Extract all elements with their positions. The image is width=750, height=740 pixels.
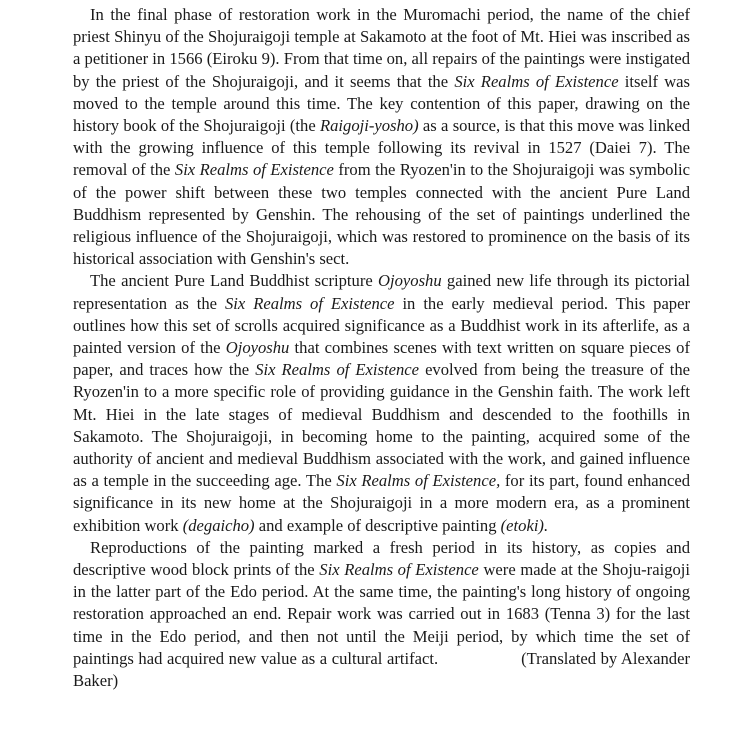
body-text: gained new life through its pictorial representation as the <box>73 271 690 313</box>
italic-title-text: Six Realms of Existence <box>255 360 419 380</box>
body-text: and example of descriptive painting <box>254 515 501 535</box>
document-page <box>73 4 690 692</box>
body-text: as a source, is that this move was linked with the growing influence of this temple following its revival in 1527 (Daiei 7). The removal of the <box>73 116 690 180</box>
body-text: itself was moved to the temple around this time. The key contention of this paper, drawing on the history book of the Shojuraigoji (the <box>73 71 690 136</box>
italic-title-text: Raigoji-yosho) <box>320 116 419 136</box>
italic-title-text: Six Realms of Existence <box>454 71 619 91</box>
italic-title-text: Six Realms of Existence <box>174 160 334 180</box>
body-text: The ancient Pure Land Buddhist scripture <box>90 271 379 291</box>
body-text: Reproductions of the painting marked a fresh period in its history, as copies and descriptive wood block prints of the <box>73 537 690 580</box>
italic-title-text: Six Realms of Existence, <box>336 471 501 491</box>
spacer <box>438 649 521 668</box>
italic-title-text: Six Realms of Existence <box>224 293 395 313</box>
italic-title-text: Six Realms of Existence <box>319 560 479 580</box>
body-text: for its part, found enhanced significance in its new home at the Shojuraigoji in a more modern era, as a prominent exhibition work <box>73 471 690 535</box>
body-text: that combines scenes with text written on square pieces of paper, and traces how the <box>73 338 690 380</box>
body-text: from the Ryozen'in to the Shojuraigoji was symbolic of the power shift between these two temples connected with the ancient Pure Land Buddhism represented by Genshin. The rehousing of the set of paintings underlined the religious influence of the Shojuraigoji, which was restored to prominence on the basis of its historical association with Genshin's sect. <box>73 160 690 269</box>
paragraph-ojoyoshu-significance <box>73 270 690 536</box>
italic-title-text: Ojoyoshu <box>378 271 442 291</box>
italic-title-text: Ojoyoshu <box>225 338 290 358</box>
italic-title-text: (etoki). <box>500 515 549 535</box>
paragraph-reproductions <box>73 537 690 692</box>
body-text: (Translated by Alexander Baker) <box>73 648 690 691</box>
paragraph-restoration-history <box>73 4 690 270</box>
body-text: were made at the Shoju-raigoji in the latter part of the Edo period. At the same time, the painting's long history of ongoing restoration approached an end. Repair work was carried out in 1683 (Tenna 3) for the last time in the Edo period, and then not until the Meiji period, by which time the set of paintings had acquired new value as a cultural artifact. <box>73 560 691 668</box>
italic-title-text: (degaicho) <box>182 515 255 535</box>
body-text: In the final phase of restoration work in the Muromachi period, the name of the chief priest Shinyu of the Shojuraigoji temple at Sakamoto at the foot of Mt. Hiei was inscribed as a petitioner in 1566 (Eiroku 9). From that time on, all repairs of the paintings were instigated by the priest of the Shojuraigoji, and it seems that the <box>73 5 690 91</box>
body-text: in the early medieval period. This paper outlines how this set of scrolls acquired significance as a Buddhist work in its afterlife, as a painted version of the <box>73 293 690 358</box>
body-text: evolved from being the treasure of the Ryozen'in to a more specific role of providing guidance in the Genshin faith. The work left Mt. Hiei in the late stages of medieval Buddhism and descended to the foothills in Sakamoto. The Shojuraigoji, in becoming home to the painting, acquired some of the authority of ancient and medieval Buddhism associated with the work, and gained influence as a temple in the succeeding age. The <box>73 360 691 491</box>
